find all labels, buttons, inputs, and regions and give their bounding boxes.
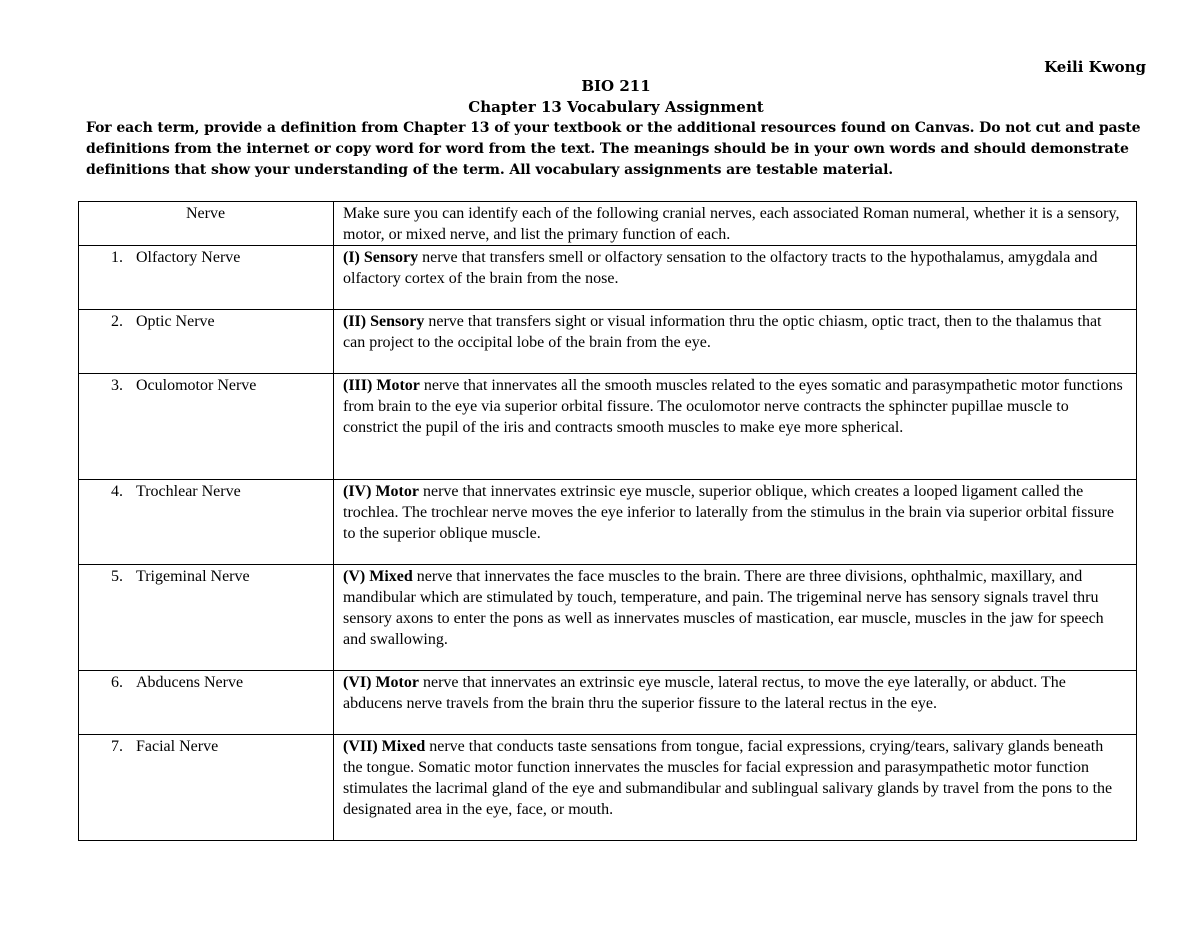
course-title: BIO 211 [581, 77, 651, 95]
nerve-number: 4. [111, 483, 123, 500]
nerve-cell [79, 310, 334, 374]
table-row [79, 246, 1137, 310]
nerve-type: (III) Motor [343, 377, 420, 394]
nerve-number: 3. [111, 377, 123, 394]
nerve-type: (I) Sensory [343, 249, 419, 266]
nerve-number: 7. [111, 738, 123, 755]
nerve-definition: nerve that innervates the face muscles to the brain. There are three divisions, ophthalmic, maxillary, and mandibular which are stimulated by touch, temperature, and pain. The trigeminal nerve has sensory signals travel thru sensory axons to enter the pons as well as innervates muscles of mastication, ear muscle, muscles in the jaw for speech and swallowing. [343, 568, 1104, 648]
nerve-name: Olfactory Nerve [136, 249, 241, 266]
nerve-name: Oculomotor Nerve [136, 377, 257, 394]
nerve-type: (VI) Motor [343, 674, 419, 691]
table-header-row [79, 202, 1137, 246]
nerve-definition: nerve that conducts taste sensations from tongue, facial expressions, crying/tears, salivary glands beneath the tongue. Somatic motor function innervates the muscles for facial expression and parasympathetic motor function stimulates the lacrimal gland of the eye and submandibular and sublingual salivary glands by travel from the pons to the designated area in the eye, face, or mouth. [343, 738, 1113, 818]
nerve-name: Trigeminal Nerve [136, 568, 250, 585]
table-row [79, 735, 1137, 841]
nerve-type: (VII) Mixed [343, 738, 426, 755]
table-row [79, 310, 1137, 374]
definition-cell [334, 374, 1137, 480]
nerve-type: (V) Mixed [343, 568, 413, 585]
nerve-cell [79, 480, 334, 565]
definition-cell [334, 480, 1137, 565]
nerve-number: 5. [111, 568, 123, 585]
nerve-definition: nerve that innervates extrinsic eye muscle, superior oblique, which creates a looped ligament called the trochlea. The trochlear nerve moves the eye inferior to laterally from the stimulus in the brain via superior orbital fissure to the superior oblique muscle. [343, 483, 1114, 542]
table-row [79, 480, 1137, 565]
definition-cell [334, 565, 1137, 671]
nerve-type: (II) Sensory [343, 313, 425, 330]
nerve-name: Abducens Nerve [136, 674, 244, 691]
definition-cell [334, 671, 1137, 735]
nerve-definition: nerve that innervates an extrinsic eye muscle, lateral rectus, to move the eye laterally, or abduct. The abducens nerve travels from the brain thru the superior fissure to the lateral rectus in the eye. [343, 674, 1066, 712]
nerve-name: Facial Nerve [136, 738, 219, 755]
header-prompt: Make sure you can identify each of the following cranial nerves, each associated Roman numeral, whether it is a sensory, motor, or mixed nerve, and list the primary function of each. [334, 202, 1137, 246]
nerve-number: 2. [111, 313, 123, 330]
definition-cell [334, 310, 1137, 374]
nerve-definition: nerve that innervates all the smooth muscles related to the eyes somatic and parasympathetic motor functions from brain to the eye via superior orbital fissure. The oculomotor nerve contracts the sphincter pupillae muscle to constrict the pupil of the iris and contracts smooth muscles to make eye more spherical. [343, 377, 1123, 436]
nerve-definition: nerve that transfers sight or visual information thru the optic chiasm, optic tract, then to the thalamus that can project to the occipital lobe of the brain from the eye. [343, 313, 1102, 351]
table-row [79, 374, 1137, 480]
definition-cell [334, 246, 1137, 310]
nerve-cell [79, 735, 334, 841]
vocabulary-table [78, 201, 1137, 841]
nerve-number: 1. [111, 249, 123, 266]
nerve-number: 6. [111, 674, 123, 691]
table-row [79, 565, 1137, 671]
nerve-name: Optic Nerve [136, 313, 215, 330]
header-nerve: Nerve [79, 202, 334, 246]
document-heading [86, 76, 1146, 118]
nerve-cell [79, 565, 334, 671]
nerve-definition: nerve that transfers smell or olfactory sensation to the olfactory tracts to the hypothalamus, amygdala and olfactory cortex of the brain from the nose. [343, 249, 1098, 287]
author-name: Keili Kwong [1044, 58, 1146, 76]
nerve-type: (IV) Motor [343, 483, 419, 500]
assignment-title: Chapter 13 Vocabulary Assignment [468, 98, 764, 116]
instructions: For each term, provide a definition from Chapter 13 of your textbook or the additional resources found on Canvas. Do not cut and paste definitions from the internet or copy word for word from the text. The meanings should be in your own words and should demonstrate definitions that show your understanding of the term. All vocabulary assignments are testable material. [86, 120, 1141, 178]
nerve-name: Trochlear Nerve [136, 483, 241, 500]
nerve-cell [79, 374, 334, 480]
definition-cell [334, 735, 1137, 841]
nerve-cell [79, 246, 334, 310]
table-row [79, 671, 1137, 735]
nerve-cell [79, 671, 334, 735]
